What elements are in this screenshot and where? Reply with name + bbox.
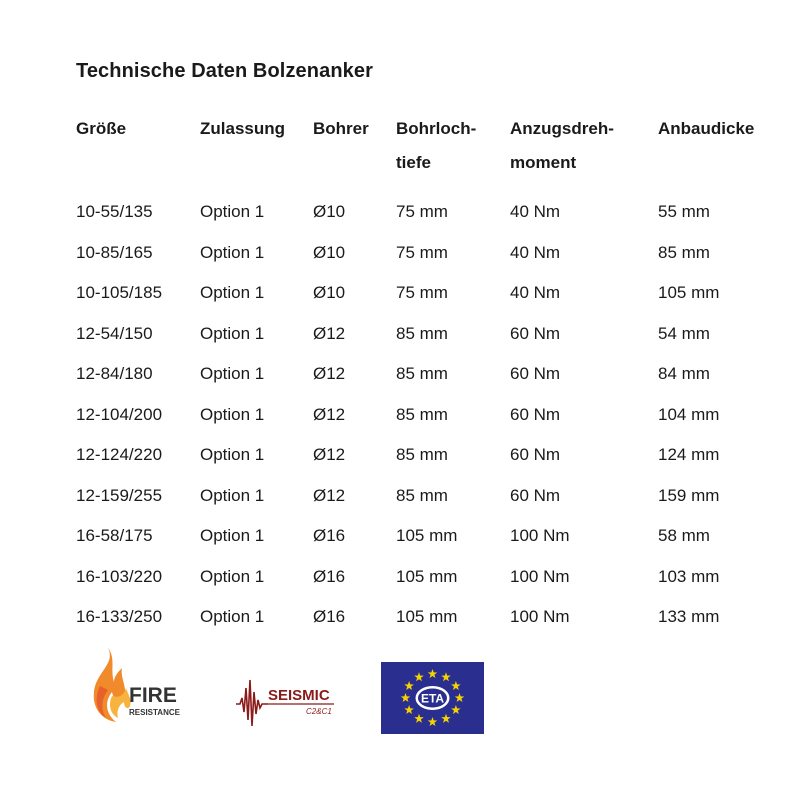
table-cell: Ø12 [313,485,346,505]
table-cell: Option 1 [200,445,265,465]
table-cell: Ø12 [313,404,346,424]
certification-logos [0,640,800,750]
table-cell: Ø10 [313,242,346,262]
table-cell: Ø12 [313,323,346,343]
table-cell: 16-133/250 [76,607,163,627]
column-header [76,112,200,192]
table-cell: Ø10 [313,283,346,303]
column-header-line: Zulassung [200,119,286,138]
table-row [76,273,788,314]
table-cell: Option 1 [200,485,265,505]
table-row [76,314,788,355]
table-cell: 133 mm [658,607,720,627]
fire-logo-sub: RESISTANCE [129,708,180,717]
table-cell: Option 1 [200,364,265,384]
table-header-row [76,112,788,192]
table-row [76,435,788,476]
column-header [658,112,788,192]
table-cell: 16-103/220 [76,566,163,586]
table-cell: 12-124/220 [76,445,163,465]
table-cell: 75 mm [396,283,448,303]
column-header-line: tiefe [396,153,431,172]
column-header [510,112,658,192]
fire-logo-word: FIRE [129,684,177,707]
flame-icon [94,648,131,722]
table-row [76,557,788,598]
table-cell: 85 mm [396,404,448,424]
table-cell: Ø16 [313,607,346,627]
table-cell: 105 mm [658,283,720,303]
column-header-line: Anbaudicke [658,119,755,138]
seismic-logo [234,670,344,730]
table-cell: Ø10 [313,202,346,222]
eta-logo-word: ETA [420,691,445,706]
table-cell: 10-85/165 [76,242,153,262]
table-cell: 40 Nm [510,202,561,222]
table-cell: Option 1 [200,202,265,222]
column-header-line: Größe [76,119,127,138]
table-row [76,354,788,395]
table-cell: 60 Nm [510,485,561,505]
spec-table [76,112,788,638]
table-cell: Ø12 [313,445,346,465]
column-header-line: Bohrloch- [396,119,477,138]
column-header [396,112,510,192]
column-header-line: Anzugsdreh- [510,119,614,138]
column-header-line: moment [510,153,577,172]
table-cell: 85 mm [396,485,448,505]
table-row [76,597,788,638]
seismic-logo-sub: C2&C1 [306,707,332,716]
table-cell: 60 Nm [510,404,561,424]
table-cell: Ø16 [313,526,346,546]
table-cell: 58 mm [658,526,710,546]
table-cell: 12-54/150 [76,323,153,343]
table-cell: 85 mm [658,242,710,262]
column-header [313,112,396,192]
table-cell: 85 mm [396,364,448,384]
table-cell: 12-159/255 [76,485,163,505]
fire-resistance-logo [82,646,192,726]
table-row [76,192,788,233]
table-cell: 75 mm [396,242,448,262]
table-cell: 10-105/185 [76,283,163,303]
table-cell: 103 mm [658,566,720,586]
table-cell: 75 mm [396,202,448,222]
seismic-logo-word: SEISMIC [268,687,330,704]
column-header-line: Bohrer [313,119,369,138]
table-cell: Option 1 [200,607,265,627]
table-cell: 124 mm [658,445,720,465]
table-cell: 104 mm [658,404,720,424]
table-cell: 105 mm [396,526,458,546]
table-row [76,395,788,436]
table-row [76,516,788,557]
table-cell: 100 Nm [510,607,570,627]
table-cell: 12-104/200 [76,404,163,424]
table-cell: Option 1 [200,283,265,303]
table-cell: 105 mm [396,566,458,586]
table-cell: Option 1 [200,404,265,424]
table-cell: 40 Nm [510,242,561,262]
table-cell: 105 mm [396,607,458,627]
table-cell: 60 Nm [510,445,561,465]
table-cell: 54 mm [658,323,710,343]
table-cell: 60 Nm [510,364,561,384]
table-cell: 60 Nm [510,323,561,343]
table-cell: 12-84/180 [76,364,153,384]
table-cell: Ø12 [313,364,346,384]
table-cell: 40 Nm [510,283,561,303]
table-row [76,476,788,517]
column-header [200,112,313,192]
table-cell: Option 1 [200,566,265,586]
table-cell: Ø16 [313,566,346,586]
table-cell: Option 1 [200,526,265,546]
table-cell: Option 1 [200,323,265,343]
page-title: Technische Daten Bolzenanker [76,60,373,82]
table-cell: 16-58/175 [76,526,153,546]
table-cell: 159 mm [658,485,720,505]
eta-logo [381,662,484,734]
table-body [76,192,788,638]
table-cell: 85 mm [396,323,448,343]
table-cell: Option 1 [200,242,265,262]
table-row [76,233,788,274]
table-cell: 100 Nm [510,526,570,546]
table-cell: 100 Nm [510,566,570,586]
table-cell: 84 mm [658,364,710,384]
table-cell: 85 mm [396,445,448,465]
table-cell: 55 mm [658,202,710,222]
seismograph-wave-icon [236,680,268,726]
table-cell: 10-55/135 [76,202,153,222]
